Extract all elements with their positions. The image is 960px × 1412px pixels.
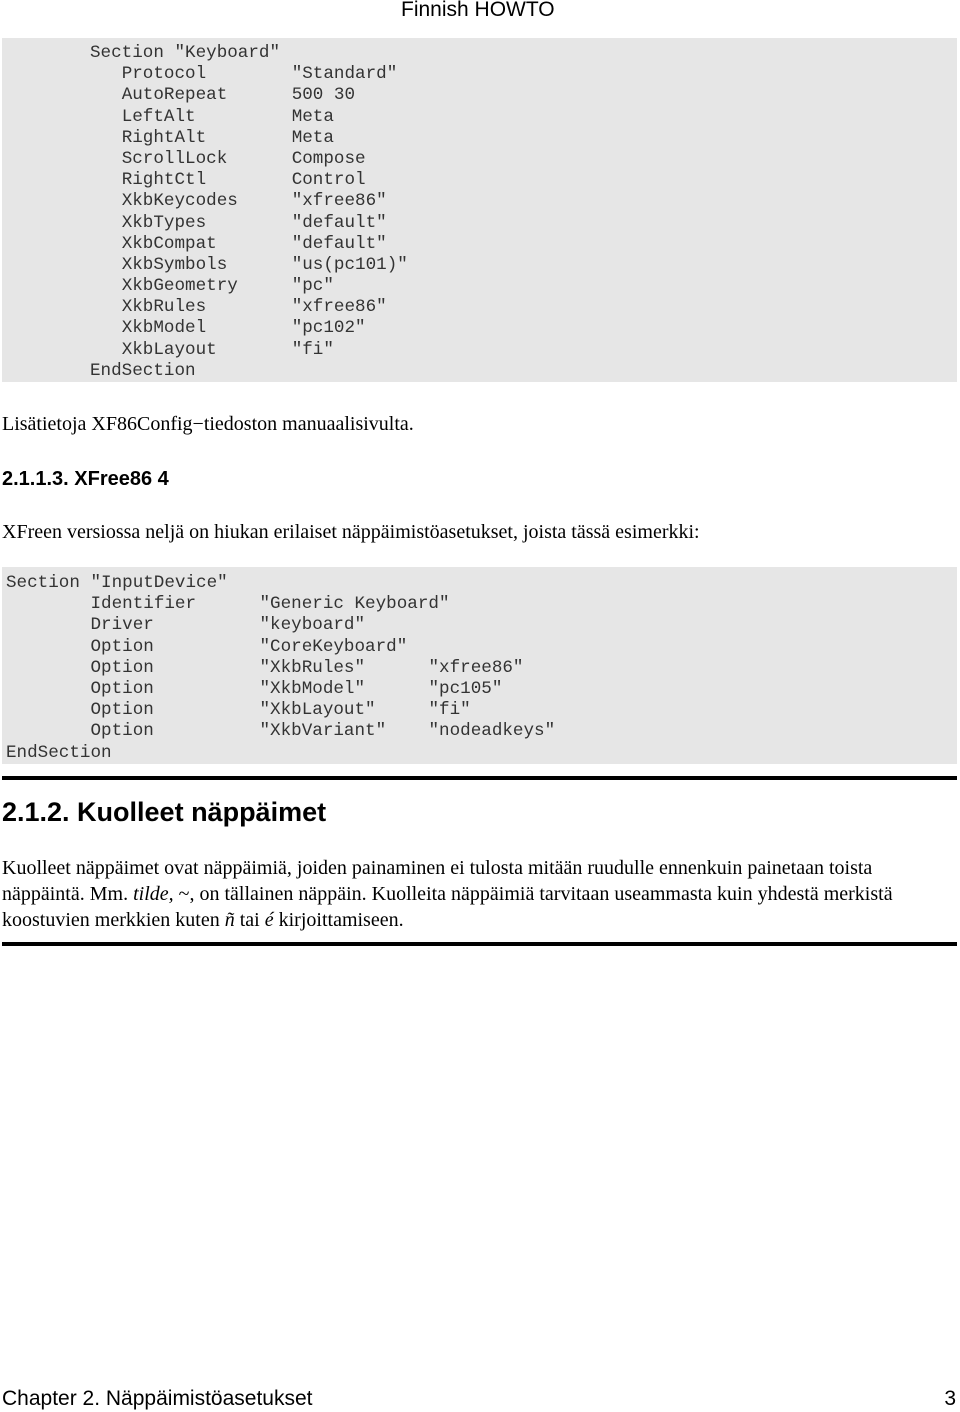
code-value: "xfree86" bbox=[291, 297, 387, 318]
section-divider-rule bbox=[2, 776, 957, 780]
code-value: Control bbox=[291, 170, 366, 191]
para-more-info: Lisätietoja XF86Config−tiedoston manuaalisivulta. bbox=[2, 413, 414, 435]
para-xfree86-4-intro: XFreen versiossa neljä on hiukan erilaiset näppäimistöasetukset, joista tässä esimerkki: bbox=[2, 521, 700, 543]
code-line bbox=[90, 318, 957, 339]
para-text: ~, on tällainen näppäin. Kuolleita näppäimiä tarvitaan useammasta kuin yhdestä merkistä koostuvien merkkien kuten bbox=[2, 883, 893, 931]
para-dead-keys bbox=[2, 855, 952, 933]
code-block-inputdevice-section bbox=[2, 567, 957, 764]
code-key: Option bbox=[90, 721, 154, 742]
code-value: "default" bbox=[291, 233, 387, 254]
code-line-section-open: Section "Keyboard" bbox=[90, 43, 281, 63]
code-key: Option bbox=[90, 678, 154, 699]
code-line bbox=[6, 700, 957, 721]
code-key: XkbSymbols bbox=[121, 254, 228, 275]
code-key: XkbModel bbox=[121, 318, 207, 339]
code-value: "us(pc101)" bbox=[291, 254, 408, 275]
code-key: XkbTypes bbox=[121, 212, 207, 233]
code-value: "CoreKeyboard" bbox=[259, 636, 408, 657]
code-line-section-open: Section "InputDevice" bbox=[6, 573, 228, 593]
code-value: "Standard" bbox=[291, 64, 398, 85]
code-line bbox=[90, 85, 957, 106]
code-block-keyboard-section bbox=[2, 38, 957, 382]
code-key: AutoRepeat bbox=[121, 85, 228, 106]
code-extra: "fi" bbox=[428, 700, 471, 721]
code-value: Compose bbox=[291, 148, 366, 169]
code-line bbox=[90, 170, 957, 191]
code-key: ScrollLock bbox=[121, 148, 228, 169]
code-line bbox=[90, 107, 957, 128]
code-line bbox=[6, 658, 957, 679]
footer-chapter-title: Chapter 2. Näppäimistöasetukset bbox=[2, 1387, 313, 1410]
code-line bbox=[6, 594, 957, 615]
code-key: Protocol bbox=[121, 64, 207, 85]
section-heading-dead-keys: 2.1.2. Kuolleet näppäimet bbox=[2, 797, 327, 827]
code-key: XkbGeometry bbox=[121, 276, 238, 297]
code-line bbox=[90, 64, 957, 85]
code-key: XkbRules bbox=[121, 297, 207, 318]
code-line bbox=[90, 234, 957, 255]
para-text: kirjoittamiseen. bbox=[273, 909, 404, 931]
code-line bbox=[90, 276, 957, 297]
code-value: "pc" bbox=[291, 276, 334, 297]
code-key: Option bbox=[90, 636, 154, 657]
code-line bbox=[90, 297, 957, 318]
code-line bbox=[90, 191, 957, 212]
code-line bbox=[90, 255, 957, 276]
code-key: RightCtl bbox=[121, 170, 207, 191]
code-value: "XkbLayout" bbox=[259, 700, 376, 721]
code-line bbox=[90, 149, 957, 170]
code-line bbox=[90, 213, 957, 234]
footer-page-number: 3 bbox=[944, 1387, 956, 1410]
code-value: 500 30 bbox=[291, 85, 356, 106]
code-line-section-close: EndSection bbox=[90, 360, 196, 381]
code-line bbox=[6, 721, 957, 742]
section-divider-rule bbox=[2, 942, 957, 946]
code-extra: "pc105" bbox=[428, 678, 503, 699]
term-tilde: tilde, bbox=[133, 883, 174, 905]
code-line bbox=[6, 615, 957, 636]
para-text: Kuolleet näppäimet ovat näppäimiä, joiden painaminen ei tulosta mitään ruudulle ennenkuin painetaan toista näppäintä. Mm. bbox=[2, 857, 873, 905]
code-key: Identifier bbox=[90, 594, 197, 615]
char-e-acute: é bbox=[264, 909, 274, 931]
code-value: Meta bbox=[291, 106, 334, 127]
code-key: Option bbox=[90, 657, 154, 678]
code-line bbox=[6, 679, 957, 700]
code-value: "fi" bbox=[291, 339, 334, 360]
code-key: XkbCompat bbox=[121, 233, 217, 254]
char-n-tilde: ñ bbox=[224, 909, 235, 931]
code-value: "XkbModel" bbox=[259, 678, 366, 699]
code-key: LeftAlt bbox=[121, 106, 196, 127]
code-line bbox=[6, 637, 957, 658]
para-text: tai bbox=[234, 909, 265, 931]
code-value: "pc102" bbox=[291, 318, 366, 339]
code-line bbox=[90, 340, 957, 361]
section-heading-xfree86-4: 2.1.1.3. XFree86 4 bbox=[2, 468, 169, 490]
code-line-section-close: EndSection bbox=[6, 742, 112, 763]
code-extra: "nodeadkeys" bbox=[428, 721, 556, 742]
code-key: Driver bbox=[90, 615, 154, 636]
code-value: "Generic Keyboard" bbox=[259, 594, 450, 615]
code-value: "xfree86" bbox=[291, 191, 387, 212]
code-value: "keyboard" bbox=[259, 615, 366, 636]
code-value: Meta bbox=[291, 127, 334, 148]
running-header-title: Finnish HOWTO bbox=[401, 0, 555, 21]
code-key: RightAlt bbox=[121, 127, 207, 148]
code-extra: "xfree86" bbox=[428, 657, 524, 678]
code-value: "XkbRules" bbox=[259, 657, 366, 678]
code-key: XkbLayout bbox=[121, 339, 217, 360]
code-line bbox=[90, 128, 957, 149]
code-value: "XkbVariant" bbox=[259, 721, 387, 742]
code-value: "default" bbox=[291, 212, 387, 233]
code-key: Option bbox=[90, 700, 154, 721]
code-key: XkbKeycodes bbox=[121, 191, 238, 212]
